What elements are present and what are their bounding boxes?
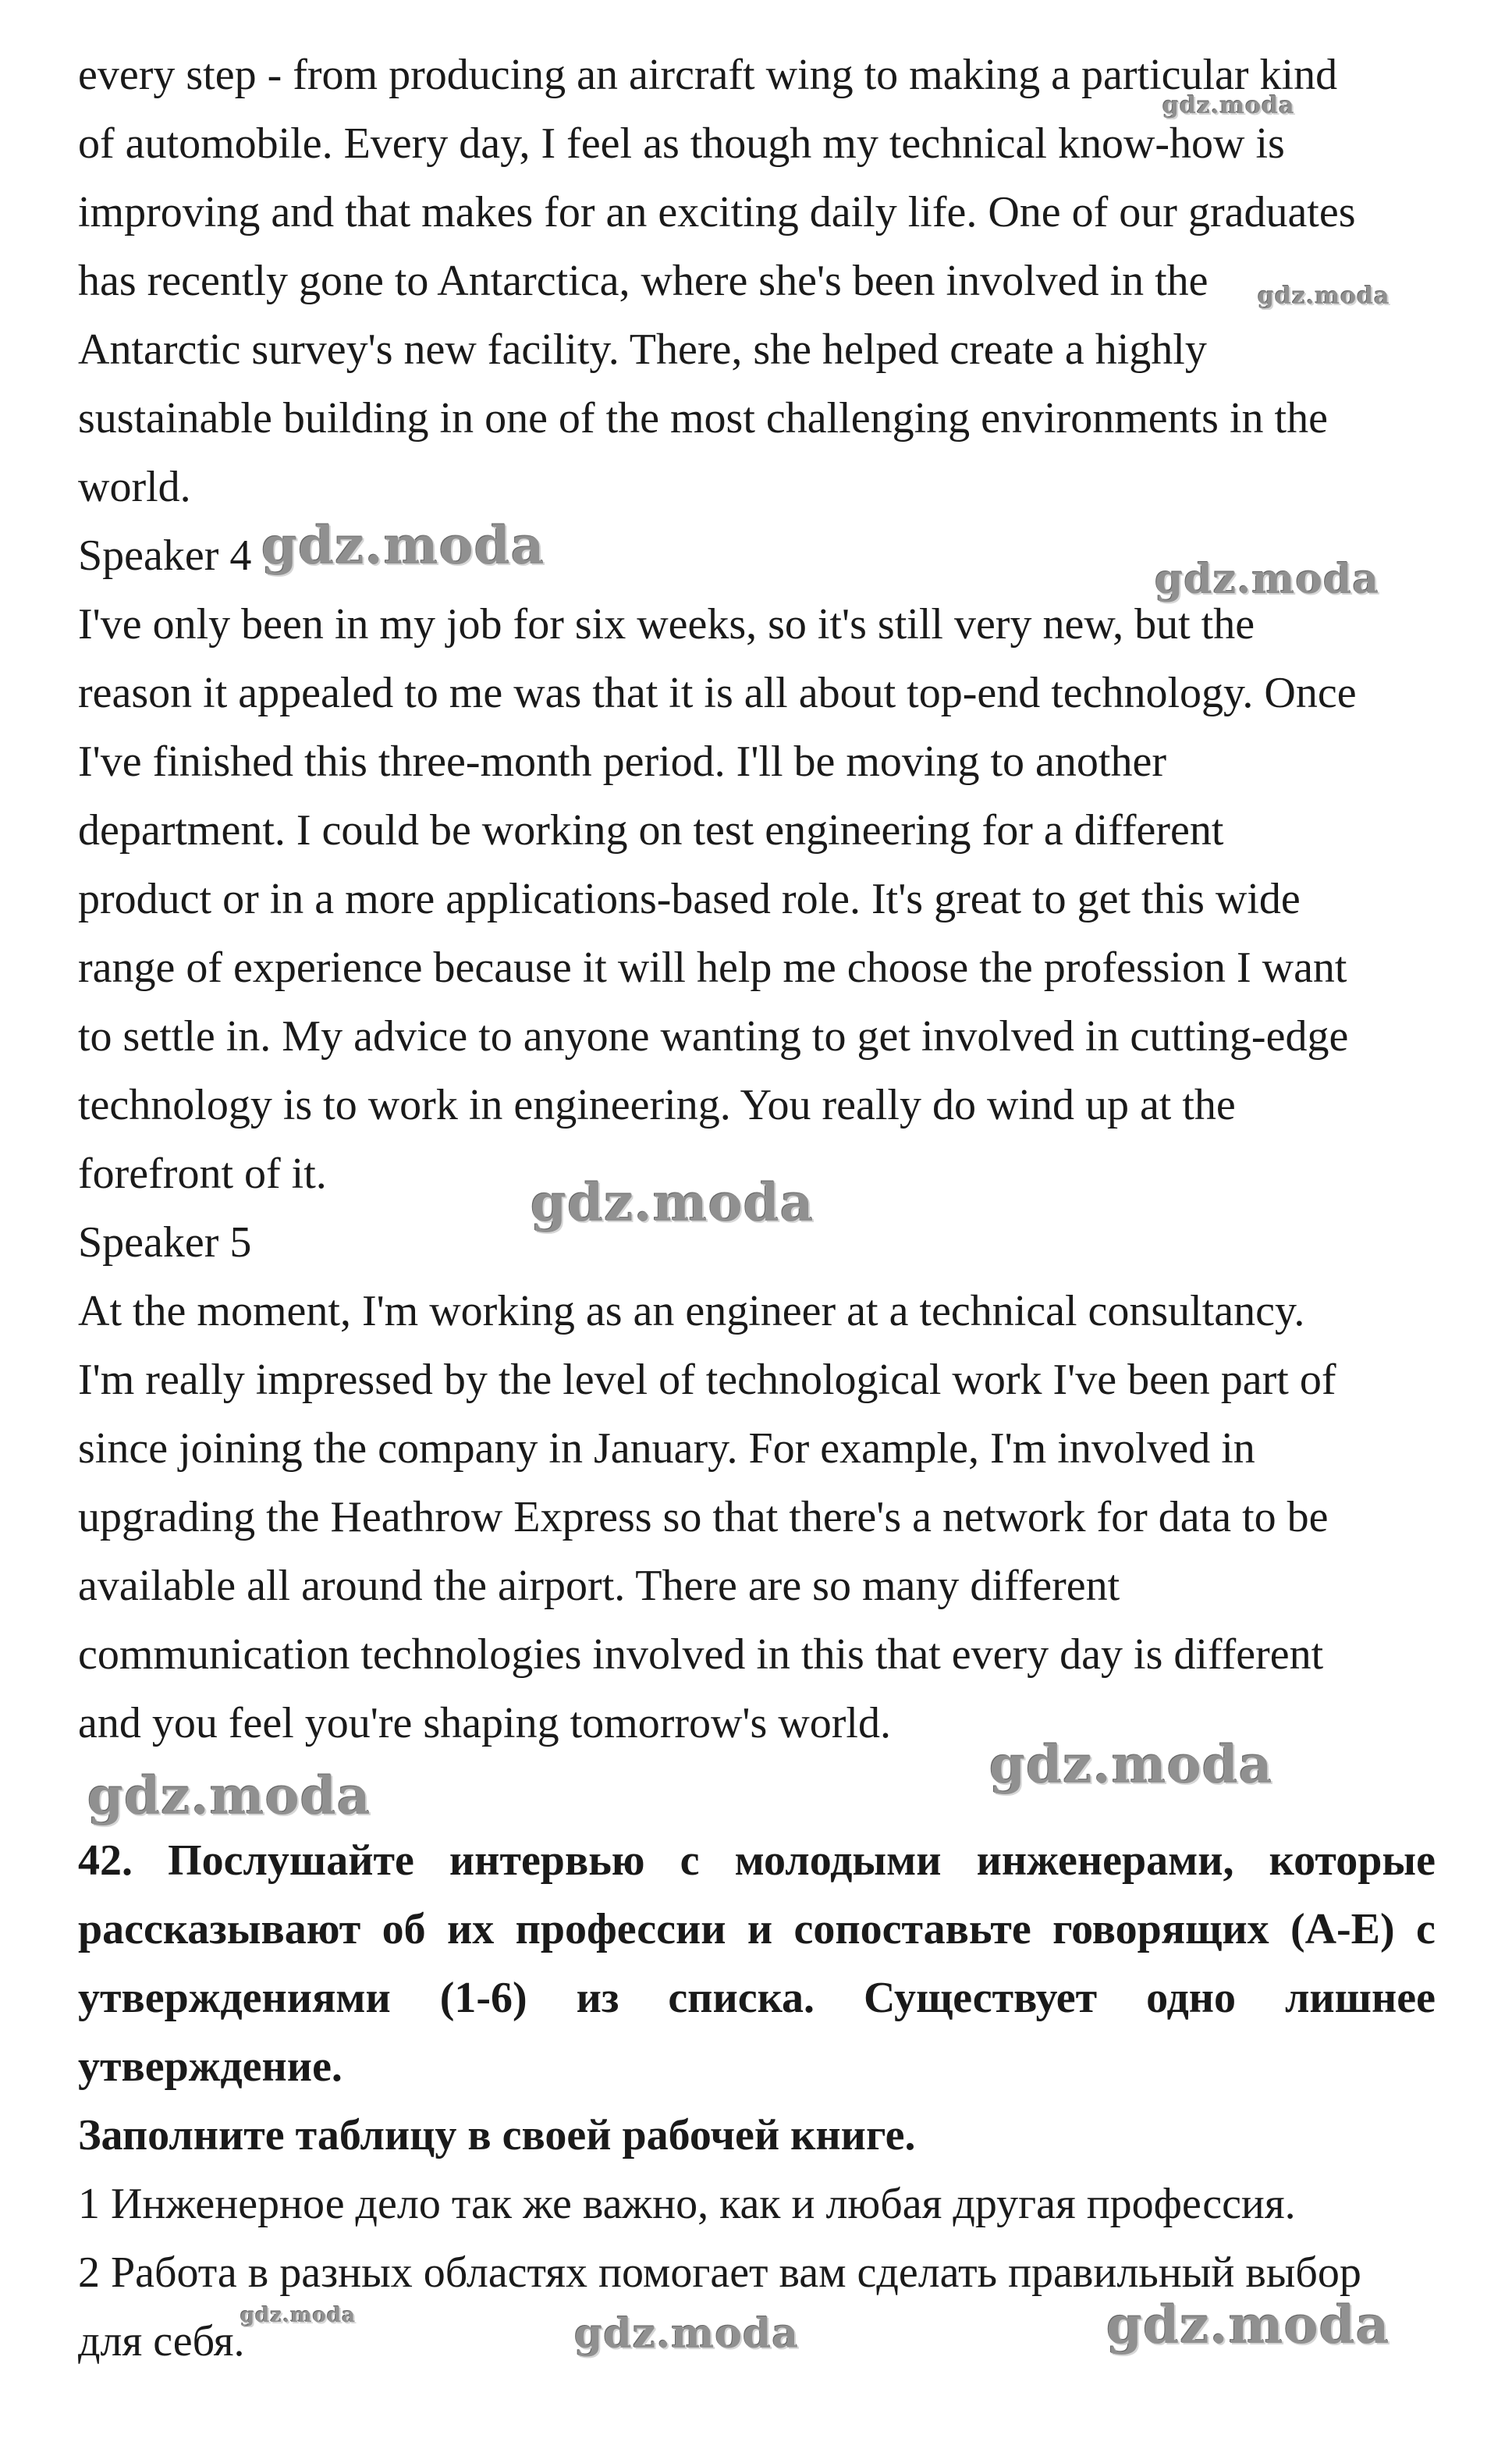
task-word: интервью: [449, 1836, 645, 1885]
text-line: I've finished this three-month period. I'll be moving to another: [78, 738, 1166, 786]
task-word: с: [680, 1836, 700, 1885]
watermark: gdz.moda: [574, 2310, 800, 2358]
task-word: списка.: [668, 1974, 815, 2022]
task-word: и: [747, 1905, 773, 1953]
task-word: с: [1416, 1905, 1436, 1953]
watermark: gdz.moda: [240, 2304, 357, 2327]
task-word: сопоставьте: [793, 1905, 1031, 1953]
text-line: I've only been in my job for six weeks, so it's still very new, but the: [78, 600, 1255, 649]
task-word: (A-E): [1290, 1905, 1395, 1953]
statement-line: для себя.: [78, 2317, 245, 2366]
task-word: одно: [1146, 1974, 1237, 2022]
task-word: Существует: [863, 1974, 1098, 2022]
task-word: которые: [1269, 1836, 1436, 1885]
task-number: 42.: [78, 1836, 133, 1885]
task-heading-line: [78, 1895, 1436, 1964]
text-line: product or in a more applications-based role. It's great to get this wide: [78, 875, 1301, 923]
task-word: говорящих: [1052, 1905, 1269, 1953]
text-line: At the moment, I'm working as an engineer at a technical consultancy.: [78, 1287, 1305, 1335]
text-line: and you feel you're shaping tomorrow's world.: [78, 1699, 891, 1747]
watermark: gdz.moda: [1155, 556, 1380, 603]
text-line: improving and that makes for an exciting daily life. One of our graduates: [78, 188, 1356, 236]
task-word: Послушайте: [168, 1836, 414, 1885]
text-line: Antarctic survey's new facility. There, she helped create a highly: [78, 325, 1207, 374]
text-line: sustainable building in one of the most challenging environments in the: [78, 394, 1328, 443]
watermark: gdz.moda: [261, 515, 545, 576]
task-word: рассказывают: [78, 1905, 361, 1953]
task-heading-line: [78, 1826, 1436, 1895]
task-word: молодыми: [734, 1836, 942, 1885]
watermark: gdz.moda: [531, 1172, 815, 1233]
watermark: gdz.moda: [87, 1765, 371, 1826]
text-line: available all around the airport. There are so many different: [78, 1562, 1120, 1610]
statement-line: 2 Работа в разных областях помогает вам сделать правильный выбор: [78, 2248, 1361, 2297]
task-word: профессии: [515, 1905, 726, 1953]
watermark: gdz.moda: [989, 1734, 1273, 1795]
text-line: technology is to work in engineering. You really do wind up at the: [78, 1081, 1236, 1129]
text-line: reason it appealed to me was that it is all about top-end technology. Once: [78, 669, 1357, 717]
text-line: every step - from producing an aircraft wing to making a particular kind: [78, 51, 1338, 99]
statement-line: 1 Инженерное дело так же важно, как и любая другая профессия.: [78, 2180, 1296, 2228]
task-heading-line: [78, 1964, 1436, 2032]
task-word: лишнее: [1285, 1974, 1436, 2022]
text-line: forefront of it.: [78, 1150, 327, 1198]
task-word: утверждениями: [78, 1974, 391, 2022]
task-word: из: [576, 1974, 619, 2022]
task-word: инженерами,: [976, 1836, 1234, 1885]
task-word: их: [447, 1905, 495, 1953]
text-line: world.: [78, 463, 191, 511]
task-word: (1-6): [439, 1974, 527, 2022]
text-line: has recently gone to Antarctica, where she's been involved in the: [78, 257, 1209, 305]
watermark: gdz.moda: [1258, 283, 1390, 310]
text-line: range of experience because it will help me choose the profession I want: [78, 944, 1347, 992]
text-line: upgrading the Heathrow Express so that there's a network for data to be: [78, 1493, 1329, 1541]
text-line: department. I could be working on test engineering for a different: [78, 806, 1224, 855]
watermark: gdz.moda: [1106, 2294, 1390, 2355]
text-line: I'm really impressed by the level of technological work I've been part of: [78, 1356, 1336, 1404]
task-instruction: Заполните таблицу в своей рабочей книге.: [78, 2111, 916, 2159]
speaker-heading: Speaker 4: [78, 531, 252, 580]
text-line: of automobile. Every day, I feel as though my technical know-how is: [78, 119, 1285, 168]
task-word: об: [382, 1905, 426, 1953]
text-line: since joining the company in January. For example, I'm involved in: [78, 1424, 1255, 1473]
task-heading-line: утверждение.: [78, 2042, 343, 2091]
watermark: gdz.moda: [1162, 92, 1295, 119]
speaker-heading: Speaker 5: [78, 1218, 252, 1267]
text-line: communication technologies involved in this that every day is different: [78, 1630, 1324, 1679]
text-line: to settle in. My advice to anyone wanting to get involved in cutting-edge: [78, 1012, 1349, 1061]
